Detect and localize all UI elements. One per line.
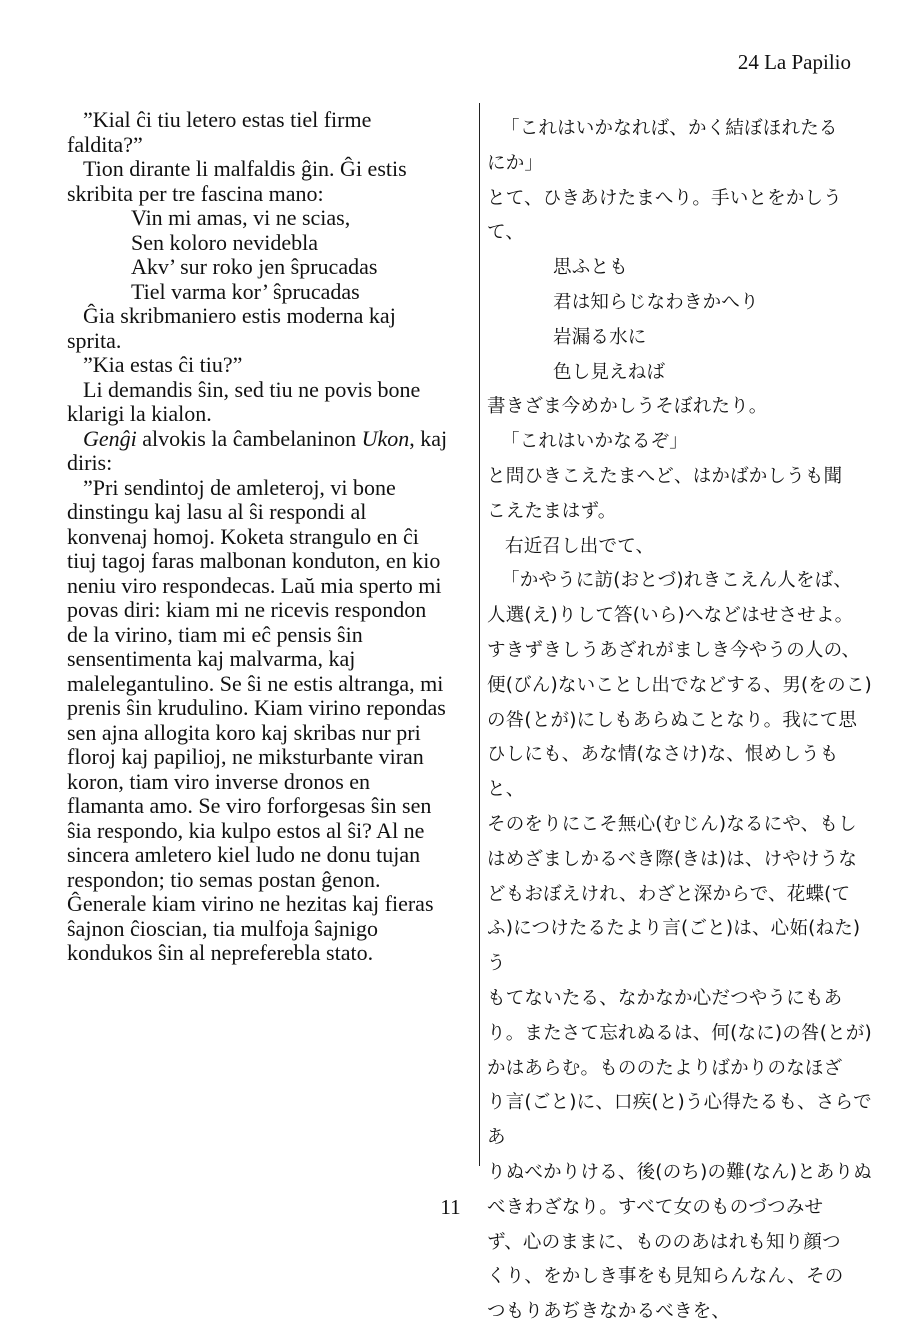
- right-text-line: そのをりにこそ無心(むじん)なるにや、もし: [487, 813, 857, 835]
- right-text-line: の咎(とが)にしもあらぬことなり。我にて思: [487, 709, 858, 731]
- left-text-line: kondukos ŝin al nepreferebla stato.: [67, 940, 374, 965]
- left-text-line: flamanta amo. Se viro forforgesas ŝin sen: [67, 793, 432, 818]
- right-text-line: つもりあぢきなかるべきを、: [487, 1301, 731, 1323]
- right-text-line: べきわざなり。すべて女のものづつみせ: [487, 1196, 824, 1218]
- right-text-line: 思ふとも: [553, 257, 628, 279]
- left-text-line: Tion dirante li malfaldis ĝin. Ĝi estis: [83, 156, 407, 181]
- left-text-line: prenis ŝin krudulino. Kiam virino repondas: [67, 695, 446, 720]
- right-text-line: ず、心のままに、もののあはれも知り顔つ: [487, 1231, 841, 1253]
- left-text-line: ”Kia estas ĉi tiu?”: [83, 352, 243, 377]
- running-header: 24 La Papilio: [737, 50, 851, 74]
- page-number: 11: [440, 1195, 461, 1219]
- right-text-line: すきずきしうあざれがましき今やうの人の、: [487, 639, 861, 661]
- line-text: alvokis la ĉambelaninon: [136, 425, 362, 451]
- left-text-line: Tiel varma kor’ ŝprucadas: [131, 278, 360, 304]
- right-text-line: ひしにも、あな情(なさけ)な、恨めしうもと、: [487, 744, 839, 801]
- right-text-line: こえたまはず。: [487, 500, 617, 522]
- column-divider: [479, 103, 480, 1166]
- left-text-line: Sen koloro nevidebla: [131, 229, 318, 255]
- right-text-line: 便(びん)ないことし出でなどする、男(をのこ): [487, 674, 872, 696]
- left-text-line: ”Pri sendintoj de amleteroj, vi bone: [83, 474, 396, 500]
- right-text-line: 右近召し出でて、: [505, 535, 655, 557]
- left-text-line: de la virino, tiam mi eĉ pensis ŝin: [67, 621, 363, 647]
- left-text-line: povas diri: kiam mi ne ricevis respondon: [67, 597, 427, 622]
- right-text-line: 「これはいかなれば、かく結ぼほれたる: [501, 118, 838, 139]
- left-text-line: tiuj tagoj faras malbonan konduton, en kio: [67, 548, 441, 573]
- left-text-line: skribita per tre fascina mano:: [67, 180, 324, 206]
- right-text-line: り。またさて忘れぬるは、何(なに)の咎(とが): [487, 1022, 872, 1044]
- right-text-line: 書きざま今めかしうそぼれたり。: [487, 396, 768, 418]
- right-text-line: もてないたる、なかなか心だつやうにもあ: [487, 987, 843, 1009]
- left-text-line: ŝia respondo, kia kulpo estos al ŝi? Al ne: [67, 817, 425, 843]
- italic-name: Ukon: [361, 425, 410, 451]
- left-text-line: diris:: [67, 450, 113, 475]
- left-text-line: sincera amletero kiel ludo ne donu tujan: [67, 842, 421, 867]
- left-text-line: Ĝia skribmaniero estis moderna kaj: [83, 303, 396, 328]
- left-text-line: Li demandis ŝin, sed tiu ne povis bone: [83, 376, 421, 402]
- right-text-line: くり、をかしき事をも見知らんなん、その: [487, 1266, 844, 1288]
- left-text-line: sensentimenta kaj malvarma, kaj: [67, 646, 356, 671]
- right-text-line: り言(ごと)に、口疾(と)う心得たるも、さらであ: [487, 1092, 872, 1149]
- italic-name: Genĝi: [83, 425, 137, 451]
- right-text-line: 「これはいかなるぞ」: [501, 431, 689, 453]
- left-text-line: sprita.: [67, 327, 122, 353]
- left-text-line: Ĝenerale kiam virino ne hezitas kaj fieras: [67, 891, 434, 916]
- left-text-line: neniu viro respondecas. Laŭ mia sperto mi: [67, 572, 442, 598]
- left-text-line: dinstingu kaj lasu al ŝi respondi al: [67, 499, 367, 524]
- right-text-line: どもおぼえけれ、わざと深からで、花蝶(て: [487, 883, 851, 905]
- left-text-line: floroj kaj papilioj, ne miksturbante viran: [67, 744, 424, 769]
- right-text-line: 君は知らじなわきかへり: [553, 291, 759, 313]
- left-text-line: koron, tiam viro inverse dronos en: [67, 768, 371, 794]
- left-column-esperanto: [67, 108, 462, 966]
- left-text-line: malelegantulino. Se ŝi ne estis altranga, mi: [67, 670, 444, 696]
- right-text-line: にか」: [487, 152, 544, 174]
- left-text-line: Akv’ sur roko jen ŝprucadas: [131, 254, 378, 279]
- right-column-japanese: [487, 112, 872, 1330]
- left-text-line: faldita?”: [67, 131, 143, 157]
- right-text-line: 人選(え)りして答(いら)へなどはせさせよ。: [487, 605, 854, 627]
- left-text-line: Vin mi amas, vi ne scias,: [131, 205, 351, 230]
- right-text-line: ふ)につけたるたより言(ごと)は、心妬(ねた)う: [487, 918, 861, 975]
- left-text-line: ŝajnon ĉioscian, tia mulfoja ŝajnigo: [67, 915, 378, 941]
- right-text-line: 「かやうに訪(おとづ)れきこえん人をば、: [501, 570, 853, 592]
- right-text-line: かはあらむ。もののたよりばかりのなほざ: [487, 1057, 843, 1079]
- left-text-line: klarigi la kialon.: [67, 401, 212, 426]
- left-text-line: ”Kial ĉi tiu letero estas tiel firme: [83, 107, 372, 132]
- left-text-line: sen ajna allogita koro kaj skribas nur pri: [67, 719, 421, 745]
- left-text-line: [67, 427, 462, 452]
- line-text: , kaj: [409, 425, 448, 451]
- right-text-line: とて、ひきあけたまへり。手いとをかしうて、: [487, 187, 842, 244]
- right-text-line: りぬべかりける、後(のち)の難(なん)とありぬ: [487, 1161, 872, 1183]
- right-text-line: 岩漏る水に: [553, 326, 647, 348]
- right-text-line: と問ひきこえたまへど、はかばかしうも聞: [487, 465, 843, 487]
- left-text-line: konvenaj homoj. Koketa strangulo en ĉi: [67, 523, 419, 549]
- right-text-line: はめざましかるべき際(きは)は、けやけうな: [487, 848, 858, 870]
- right-text-line: 色し見えねば: [553, 361, 666, 383]
- left-text-line: respondon; tio semas postan ĝenon.: [67, 866, 381, 892]
